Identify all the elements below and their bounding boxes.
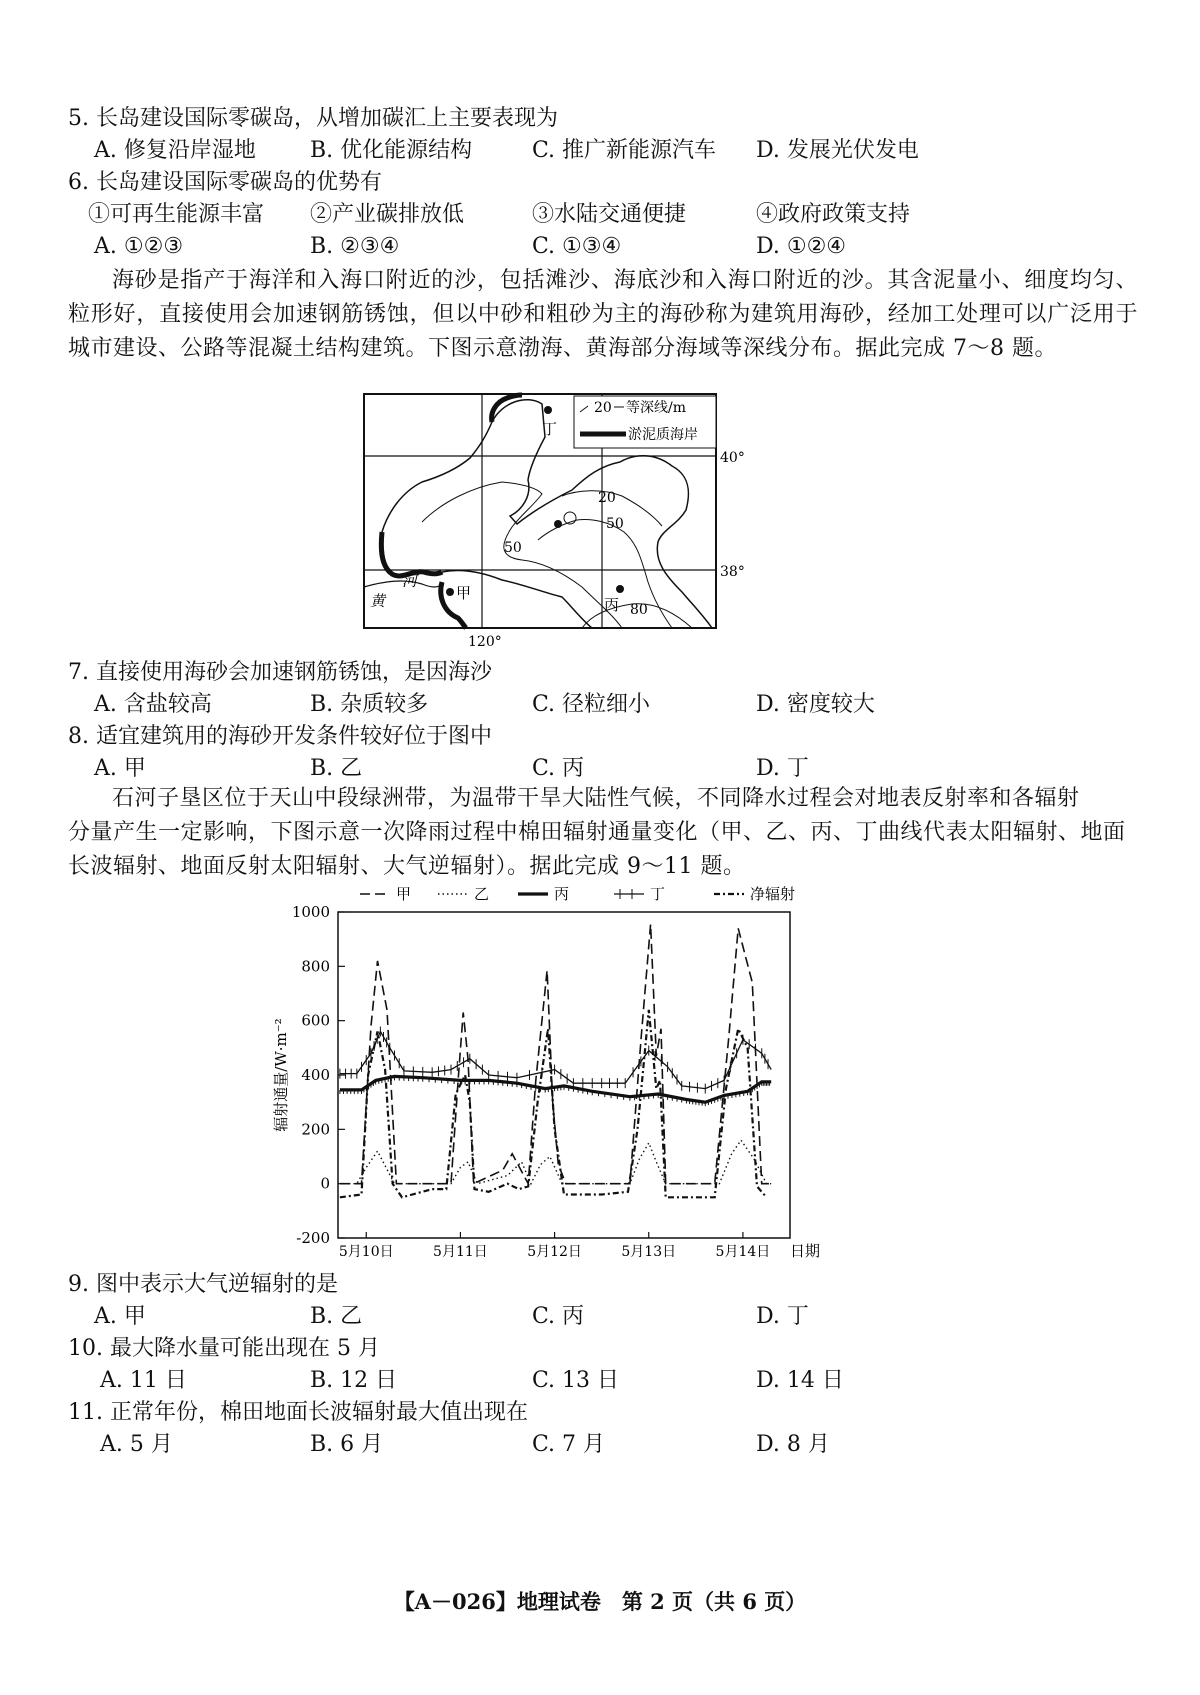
passage-2-line-2: 分量产生一定影响，下图示意一次降雨过程中棉田辐射通量变化（甲、乙、丙、丁曲线代表太阳辐射、地面 (68, 820, 1126, 845)
question-8-stem: 8. 适宜建筑用的海砂开发条件较好位于图中 (68, 724, 492, 749)
q8-option-a[interactable]: A. 甲 (94, 756, 146, 781)
y-axis-ticks (292, 903, 345, 1247)
point-bing (616, 585, 624, 593)
q10-option-c[interactable]: C. 13 日 (532, 1368, 620, 1393)
lat-label-38: 38° (720, 564, 745, 580)
river-label-huang: 黄 (370, 592, 386, 610)
bohai-isobath-map (362, 392, 745, 650)
legend-isobath-value: 20 (594, 400, 612, 416)
y-tick-label: 800 (301, 957, 330, 976)
q8-option-b[interactable]: B. 乙 (310, 756, 363, 781)
q11-option-d[interactable]: D. 8 月 (756, 1432, 830, 1457)
q7-option-b[interactable]: B. 杂质较多 (310, 692, 429, 717)
lat-label-40: 40° (720, 450, 745, 466)
contour-label-20: 20 (598, 490, 616, 506)
legend-isobath-label: 等深线/m (626, 400, 686, 416)
contour-label-50-west: 50 (504, 540, 522, 556)
passage-sea-sand: 海砂是指产于海洋和入海口附近的沙，包括滩沙、海底沙和入海口附近的沙。其含泥量小、细度均匀、粒形好，直接使用会加速钢筋锈蚀，但以中砂和粗砂为主的海砂称为建筑用海砂，经加工处理可以广泛用于城市建设、公路等混凝土结构建筑。下图示意渤海、黄海部分海域等深线分布。据此完成 7～8 题。 (68, 268, 1138, 361)
q10-option-a[interactable]: A. 11 日 (100, 1368, 187, 1393)
series-line-1 (340, 924, 771, 1183)
q11-option-c[interactable]: C. 7 月 (532, 1432, 606, 1457)
chart-series (340, 924, 771, 1197)
q5-option-d[interactable]: D. 发展光伏发电 (756, 138, 919, 163)
question-6-stem: 6. 长岛建设国际零碳岛的优势有 (68, 170, 382, 195)
point-jia (446, 588, 454, 596)
question-10-stem: 10. 最大降水量可能出现在 5 月 (68, 1336, 380, 1361)
x-axis-ticks (339, 1232, 770, 1260)
y-tick-label: 400 (301, 1066, 330, 1084)
legend-label: 净辐射 (750, 885, 796, 903)
q9-option-a[interactable]: A. 甲 (94, 1304, 146, 1329)
x-tick-label: 5月11日 (433, 1244, 488, 1260)
x-tick-label: 5月14日 (715, 1244, 771, 1260)
q11-option-a[interactable]: A. 5 月 (100, 1432, 173, 1457)
x-tick-label: 5月13日 (621, 1244, 677, 1260)
question-11-stem: 11. 正常年份，棉田地面长波辐射最大值出现在 (68, 1400, 528, 1425)
q7-option-c[interactable]: C. 径粒细小 (532, 692, 651, 717)
contour-label-80: 80 (630, 602, 648, 618)
y-tick-label: 600 (301, 1011, 330, 1030)
passage-2-line-1: 石河子垦区位于天山中段绿洲带，为温带干旱大陆性气候，不同降水过程会对地表反射率和各辐射 (112, 786, 1080, 811)
point-bing-label: 丙 (604, 596, 620, 614)
page-footer: 【A－026】地理试卷 第 2 页（共 6 页） (393, 1589, 807, 1614)
contour-label-50-east: 50 (606, 516, 624, 532)
q11-option-b[interactable]: B. 6 月 (310, 1432, 384, 1457)
point-ding-label: 丁 (542, 420, 558, 438)
question-9-stem: 9. 图中表示大气逆辐射的是 (68, 1272, 338, 1297)
q6-item-2: ②产业碳排放低 (310, 202, 465, 227)
q9-option-c[interactable]: C. 丙 (532, 1304, 585, 1329)
q6-item-1: ①可再生能源丰富 (88, 202, 265, 227)
q10-option-d[interactable]: D. 14 日 (756, 1368, 844, 1393)
q6-option-d[interactable]: D. ①②④ (756, 234, 847, 259)
q6-item-3: ③水陆交通便捷 (532, 202, 687, 227)
radiation-flux-chart (268, 880, 848, 1270)
point-ding (544, 406, 552, 414)
legend-label: 丙 (554, 885, 570, 903)
question-7-stem: 7. 直接使用海砂会加速钢筋锈蚀，是因海沙 (68, 660, 492, 685)
q5-option-b[interactable]: B. 优化能源结构 (310, 138, 473, 163)
lon-label-120: 120° (468, 634, 502, 650)
q7-option-a[interactable]: A. 含盐较高 (94, 692, 212, 717)
q8-option-c[interactable]: C. 丙 (532, 756, 585, 781)
legend-label: 丁 (650, 885, 666, 903)
series-line-2 (340, 1140, 771, 1184)
x-tick-label: 5月12日 (527, 1244, 582, 1260)
y-tick-label: 200 (301, 1120, 330, 1139)
y-tick-label: -200 (296, 1229, 330, 1247)
q9-option-b[interactable]: B. 乙 (310, 1304, 363, 1329)
q8-option-d[interactable]: D. 丁 (756, 756, 809, 781)
point-yi (554, 520, 562, 528)
series-line-3 (340, 1076, 771, 1102)
legend-label: 乙 (474, 885, 490, 903)
q6-option-b[interactable]: B. ②③④ (310, 234, 400, 259)
x-tick-label: 5月10日 (338, 1244, 394, 1260)
chart-legend (360, 885, 795, 903)
q10-option-b[interactable]: B. 12 日 (310, 1368, 398, 1393)
q9-option-d[interactable]: D. 丁 (756, 1304, 809, 1329)
q6-option-c[interactable]: C. ①③④ (532, 234, 622, 259)
q7-option-d[interactable]: D. 密度较大 (756, 692, 875, 717)
y-tick-label: 1000 (291, 903, 330, 921)
legend-muddy-label: 淤泥质海岸 (628, 427, 698, 443)
question-5-stem: 5. 长岛建设国际零碳岛，从增加碳汇上主要表现为 (68, 106, 558, 131)
q6-option-a[interactable]: A. ①②③ (94, 234, 184, 259)
q5-option-a[interactable]: A. 修复沿岸湿地 (94, 138, 256, 163)
series-line-4 (340, 1032, 771, 1089)
passage-2-line-3: 长波辐射、地面反射太阳辐射、大气逆辐射）。据此完成 9～11 题。 (68, 854, 746, 879)
q6-item-4: ④政府政策支持 (756, 202, 911, 227)
q5-option-c[interactable]: C. 推广新能源汽车 (532, 138, 717, 163)
y-axis-label: 辐射通量/W·m⁻² (272, 1018, 290, 1132)
point-jia-label: 甲 (456, 584, 472, 602)
river-label-he: 河 (402, 572, 418, 590)
legend-label: 甲 (396, 885, 412, 903)
y-tick-label: 0 (320, 1174, 330, 1193)
x-axis-label: 日期 (790, 1242, 821, 1260)
